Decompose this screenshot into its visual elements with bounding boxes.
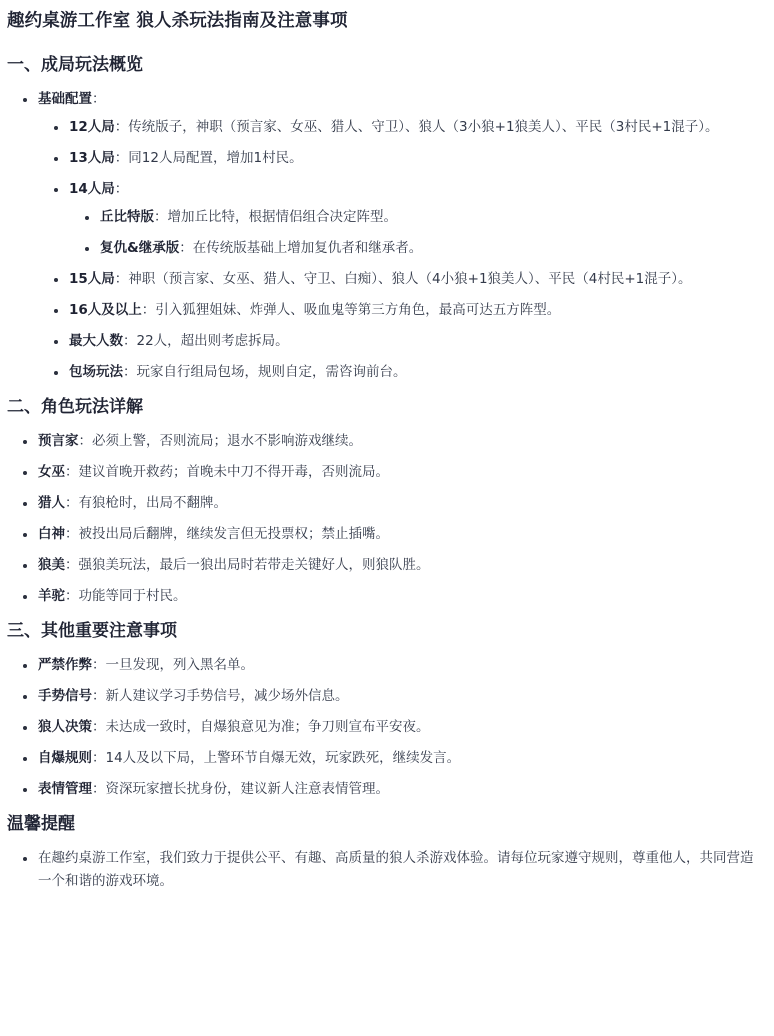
item-label: 包场玩法 (69, 364, 123, 380)
bullet-icon (54, 278, 58, 282)
item-text: 一旦发现，列入黑名单。 (105, 657, 254, 673)
item-text: 同12人局配置，增加1村民。 (128, 150, 303, 166)
item-text: 必须上警，否则流局；退水不影响游戏继续。 (92, 433, 362, 449)
item-label: 狼美 (38, 557, 65, 573)
item-label: 13人局 (69, 150, 115, 166)
item-text: 神职（预言家、女巫、猎人、守卫、白痴）、狼人（4小狼+1狼美人）、平民（4村民+1混子）。 (128, 271, 692, 287)
bullet-icon (23, 502, 27, 506)
item-text: 未达成一致时，自爆狼意见为准；争刀则宣布平安夜。 (105, 719, 430, 735)
item-text: 在传统版基础上增加复仇者和继承者。 (192, 240, 423, 256)
item-label: 表情管理 (38, 781, 92, 797)
label-separator: ： (114, 119, 129, 135)
item-label: 丘比特版 (100, 209, 154, 225)
item-text: 有狼枪时，出局不翻牌。 (78, 495, 227, 511)
label-separator: ： (92, 657, 106, 673)
section-heading-reminder: 温馨提醒 (7, 814, 75, 834)
label-separator: ： (179, 240, 193, 256)
bullet-icon (54, 157, 58, 161)
list-item-private-booking (54, 361, 762, 384)
roles-list (7, 430, 762, 608)
item-text: 强狼美玩法，最后一狼出局时若带走关键好人，则狼队胜。 (78, 557, 430, 573)
list-item-revenge-inherit-version (85, 237, 762, 260)
list-item-13-players (54, 147, 762, 170)
label-separator: ： (154, 209, 168, 225)
bullet-icon (23, 533, 27, 537)
item-label: 12人局 (69, 119, 115, 135)
item-label: 自爆规则 (38, 750, 92, 766)
document-title: 趣约桌游工作室 狼人杀玩法指南及注意事项 (7, 11, 348, 31)
item-text: 新人建议学习手势信号，减少场外信息。 (105, 688, 349, 704)
bullet-icon (23, 471, 27, 475)
item-label: 羊驼 (38, 588, 65, 604)
label-separator: ： (65, 526, 79, 542)
item-label: 手势信号 (38, 688, 92, 704)
list-item-idiot (23, 523, 762, 546)
list-item-seer (23, 430, 762, 453)
list-item-15-players (54, 268, 762, 291)
bullet-icon (54, 309, 58, 313)
overview-list (7, 88, 762, 384)
label-separator: ： (92, 719, 106, 735)
label-separator: ： (123, 333, 137, 349)
list-item-12-players (54, 116, 762, 139)
label-separator: ： (92, 781, 106, 797)
bullet-icon (23, 595, 27, 599)
item-text: 功能等同于村民。 (78, 588, 187, 604)
list-item-16-plus-players (54, 299, 762, 322)
item-text: 14人及以下局，上警环节自爆无效，玩家跌死，继续发言。 (105, 750, 461, 766)
item-label: 16人及以上 (69, 302, 142, 318)
label-separator: ： (92, 750, 106, 766)
label-separator: ： (65, 557, 79, 573)
bullet-icon (23, 726, 27, 730)
list-item-alpaca (23, 585, 762, 608)
item-text: 引入狐狸姐妹、炸弹人、吸血鬼等第三方角色，最高可达五方阵型。 (155, 302, 561, 318)
label-separator: ： (65, 464, 79, 480)
item-label: 白神 (38, 526, 65, 542)
list-item-hunter (23, 492, 762, 515)
label-separator: ： (92, 688, 106, 704)
list-item-reminder (23, 847, 762, 893)
item-text: 资深玩家擅长扰身份，建议新人注意表情管理。 (105, 781, 389, 797)
item-text: 传统版子，神职（预言家、女巫、猎人、守卫）、狼人（3小狼+1狼美人）、平民（3村民+1混子）。 (128, 119, 719, 135)
item-text: 玩家自行组局包场，规则自定，需咨询前台。 (136, 364, 407, 380)
section-heading-roles: 二、角色玩法详解 (7, 397, 143, 417)
bullet-icon (23, 440, 27, 444)
item-label: 基础配置 (38, 91, 92, 107)
item-label: 最大人数 (69, 333, 123, 349)
section-heading-notes: 三、其他重要注意事项 (7, 621, 177, 641)
item-text: 22人，超出则考虑拆局。 (136, 333, 289, 349)
list-item-basic-config (23, 88, 762, 384)
bullet-icon (23, 98, 27, 102)
list-item-hand-signals (23, 685, 762, 708)
14-players-sublist (69, 206, 762, 260)
item-text: 建议首晚开救药；首晚未中刀不得开毒，否则流局。 (78, 464, 389, 480)
item-label: 严禁作弊 (38, 657, 92, 673)
label-separator: ： (123, 364, 137, 380)
list-item-14-players (54, 178, 762, 260)
bullet-icon (54, 371, 58, 375)
list-item-wolf-decision (23, 716, 762, 739)
bullet-icon (85, 216, 89, 220)
list-item-cupid-version (85, 206, 762, 229)
list-item-max-players (54, 330, 762, 353)
list-item-witch (23, 461, 762, 484)
bullet-icon (23, 788, 27, 792)
list-item-no-cheating (23, 654, 762, 677)
bullet-icon (23, 564, 27, 568)
item-label: 猎人 (38, 495, 65, 511)
list-item-self-explode-rule (23, 747, 762, 770)
bullet-icon (54, 126, 58, 130)
label-separator: ： (65, 588, 79, 604)
label-separator: ： (114, 271, 129, 287)
label-separator: ： (92, 91, 106, 107)
bullet-icon (23, 664, 27, 668)
bullet-icon (85, 247, 89, 251)
item-label: 15人局 (69, 271, 115, 287)
label-separator: ： (65, 495, 79, 511)
item-label: 女巫 (38, 464, 65, 480)
bullet-icon (54, 188, 58, 192)
list-item-wolf-beauty (23, 554, 762, 577)
config-sublist (38, 116, 762, 384)
label-separator: ： (114, 150, 129, 166)
label-separator: ： (114, 181, 129, 197)
list-item-expression-control (23, 778, 762, 801)
bullet-icon (23, 857, 27, 861)
item-label: 狼人决策 (38, 719, 92, 735)
bullet-icon (54, 340, 58, 344)
bullet-icon (23, 757, 27, 761)
item-text: 增加丘比特，根据情侣组合决定阵型。 (167, 209, 397, 225)
item-label: 复仇&继承版 (100, 240, 180, 256)
item-label: 14人局 (69, 181, 115, 197)
label-separator: ： (141, 302, 156, 318)
item-text: 在趣约桌游工作室，我们致力于提供公平、有趣、高质量的狼人杀游戏体验。请每位玩家遵守规则，尊重他人，共同营造一个和谐的游戏环境。 (38, 850, 754, 889)
label-separator: ： (78, 433, 92, 449)
section-heading-overview: 一、成局玩法概览 (7, 55, 143, 75)
reminder-list (7, 847, 762, 893)
bullet-icon (23, 695, 27, 699)
item-text: 被投出局后翻牌，继续发言但无投票权；禁止插嘴。 (78, 526, 389, 542)
notes-list (7, 654, 762, 801)
item-label: 预言家 (38, 433, 79, 449)
